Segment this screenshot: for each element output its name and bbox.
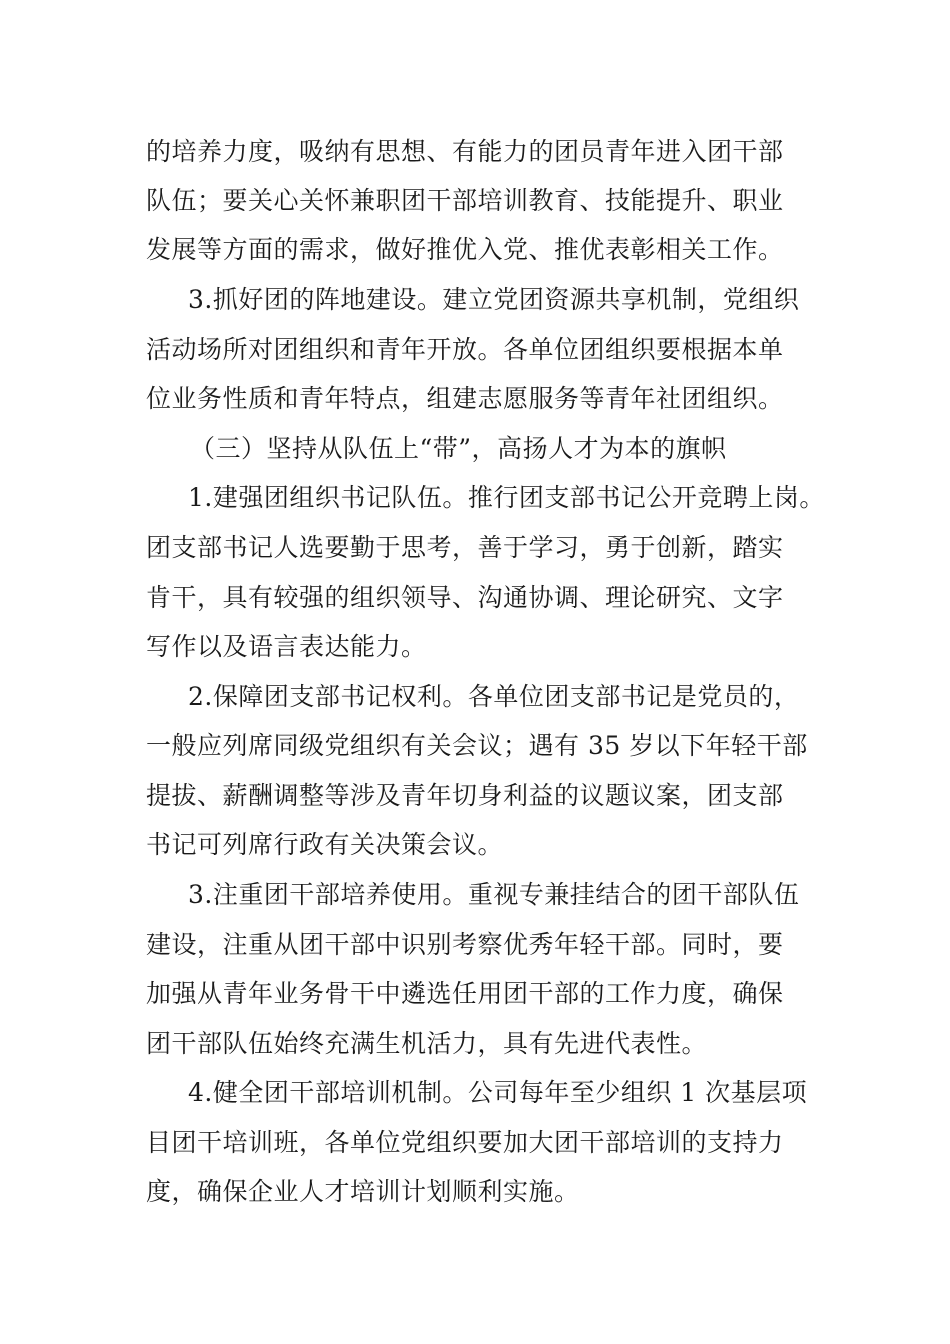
paragraph-line: 度，确保企业人才培训计划顺利实施。 (146, 1177, 580, 1206)
paragraph-line: 2.保障团支部书记权利。各单位团支部书记是党员的， (188, 682, 800, 711)
paragraph-line: 1.建强团组织书记队伍。推行团支部书记公开竞聘上岗。 (188, 483, 825, 512)
paragraph-line: 肯干，具有较强的组织领导、沟通协调、理论研究、文字 (146, 583, 784, 612)
paragraph-line: 提拔、薪酬调整等涉及青年切身利益的议题议案，团支部 (146, 781, 784, 810)
paragraph-line: 团干部队伍始终充满生机活力，具有先进代表性。 (146, 1029, 708, 1058)
paragraph-line: 写作以及语言表达能力。 (146, 632, 427, 661)
paragraph-line: 加强从青年业务骨干中遴选任用团干部的工作力度，确保 (146, 979, 784, 1008)
paragraph-line: 活动场所对团组织和青年开放。各单位团组织要根据本单 (146, 335, 784, 364)
paragraph-line: 的培养力度，吸纳有思想、有能力的团员青年进入团干部 (146, 137, 784, 166)
paragraph-line: 目团干培训班，各单位党组织要加大团干部培训的支持力 (146, 1128, 784, 1157)
paragraph-line: 书记可列席行政有关决策会议。 (146, 830, 504, 859)
paragraph-line: 建设，注重从团干部中识别考察优秀年轻干部。同时，要 (146, 930, 784, 959)
paragraph-line: 队伍；要关心关怀兼职团干部培训教育、技能提升、职业 (146, 186, 784, 215)
paragraph-line: 3.注重团干部培养使用。重视专兼挂结合的团干部队伍 (188, 880, 800, 909)
section-heading: （三）坚持从队伍上“带”，高扬人才为本的旗帜 (190, 434, 727, 463)
paragraph-line: 一般应列席同级党组织有关会议；遇有 35 岁以下年轻干部 (146, 731, 808, 760)
paragraph-line: 位业务性质和青年特点，组建志愿服务等青年社团组织。 (146, 384, 784, 413)
paragraph-line: 4.健全团干部培训机制。公司每年至少组织 1 次基层项 (188, 1078, 808, 1107)
paragraph-line: 发展等方面的需求，做好推优入党、推优表彰相关工作。 (146, 235, 784, 264)
paragraph-line: 3.抓好团的阵地建设。建立党团资源共享机制，党组织 (188, 285, 800, 314)
paragraph-line: 团支部书记人选要勤于思考，善于学习，勇于创新，踏实 (146, 533, 784, 562)
